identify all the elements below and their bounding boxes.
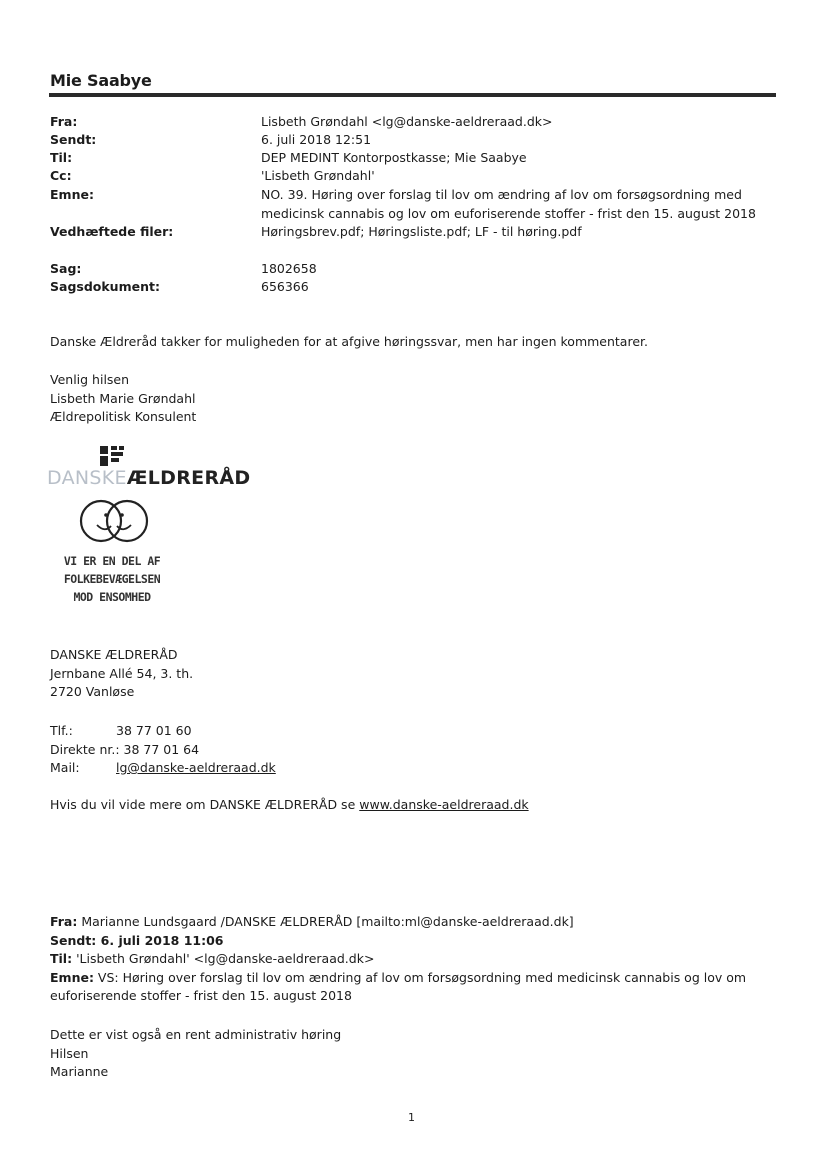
fwd-emne-label: Emne: [50,969,94,985]
emne-label: Emne: [50,187,94,202]
page-number: 1 [408,1111,415,1124]
signature-name: Lisbeth Marie Grøndahl [50,390,196,406]
logo-text-aeldreraad: ÆLDRERÅD [126,467,251,489]
fwd-fra-value: Marianne Lundsgaard /DANSKE ÆLDRERÅD [mailto:ml@danske-aeldreraad.dk] [77,914,574,929]
sendt-value: 6. juli 2018 12:51 [261,132,372,147]
tlf-label: Tlf.: [50,723,73,738]
signature-greeting: Venlig hilsen [50,372,130,387]
address-org: DANSKE ÆLDRERÅD [50,647,178,662]
direkte-value: 38 77 01 64 [123,741,200,757]
fwd-til-value: 'Lisbeth Grøndahl' <lg@danske-aeldreraad.dk> [72,951,375,966]
sag-label: Sag: [50,261,82,276]
website-link[interactable]: www.danske-aeldreraad.dk [359,797,529,812]
forwarded-header [50,913,780,1006]
fwd-sendt-label: Sendt: [50,932,97,948]
header-divider [49,93,776,97]
cc-value: 'Lisbeth Grøndahl' [261,168,375,183]
address-city: 2720 Vanløse [50,684,135,699]
fwd-sendt-row [50,932,780,951]
til-label: Til: [50,150,73,165]
fwd-text-3: Marianne [50,1064,109,1079]
til-value: DEP MEDINT Kontorpostkasse; Mie Saabye [261,150,527,165]
forwarded-body [50,1026,780,1082]
tagline-line-1: VI ER EN DEL AF [63,554,161,568]
fwd-emne-continued: euforiserende stoffer - frist den 15. august 2018 [50,988,352,1003]
sagsdokument-label: Sagsdokument: [50,279,160,294]
attachments-label: Vedhæftede filer: [50,224,174,239]
direkte-label: Direkte nr.: [50,741,120,757]
sagsdokument-value: 656366 [261,279,309,294]
emne-line-2: medicinsk cannabis og lov om euforiserende stoffer - frist den 15. august 2018 [261,205,756,221]
fwd-emne-value-1: VS: Høring over forslag til lov om ændring af lov om forsøgsordning med medicinsk cannabis og lov om [93,969,747,985]
fwd-text-2: Hilsen [50,1045,89,1061]
mail-label: Mail: [50,760,80,775]
tagline-line-2: FOLKEBEVÆGELSEN [63,572,161,586]
tlf-value: 38 77 01 60 [116,723,192,738]
tlf-row [50,722,780,741]
cc-label: Cc: [50,168,72,183]
recipient-name: Mie Saabye [50,71,152,90]
sendt-label: Sendt: [50,132,97,147]
fwd-til-label: Til: [50,951,73,966]
danske-aeldreraad-logo [47,442,251,620]
message-text: Danske Ældreråd takker for muligheden for at afgive høringssvar, men har ingen kommentarer. [50,334,648,349]
fwd-emne-row [50,969,780,988]
more-info-line [50,796,780,815]
address-street: Jernbane Allé 54, 3. th. [50,665,194,681]
mail-row [50,759,780,778]
signature-title: Ældrepolitisk Konsulent [50,409,197,424]
logo-wordmark [47,469,250,488]
address-block [50,646,780,702]
emne-value [261,186,761,223]
logo-mark-icon [97,442,129,468]
fwd-fra-row [50,913,780,932]
more-info-text: Hvis du vil vide mere om DANSKE ÆLDRERÅD se [50,797,360,812]
two-faces-icon [77,498,153,544]
logo-tagline [47,552,177,606]
fwd-fra-label: Fra: [50,914,78,929]
emne-line-1: NO. 39. Høring over forslag til lov om ændring af lov om forsøgsordning med [261,187,742,202]
attachments-value: Høringsbrev.pdf; Høringsliste.pdf; LF - til høring.pdf [261,224,582,239]
logo-text-danske: DANSKE [47,467,127,489]
sag-value: 1802658 [261,261,317,276]
fwd-sendt-value: 6. juli 2018 11:06 [96,932,224,948]
contact-block [50,722,780,778]
fra-label: Fra: [50,114,78,129]
signature [50,371,780,427]
direkte-row [50,741,780,760]
fwd-til-row [50,950,780,969]
fra-value: Lisbeth Grøndahl <lg@danske-aeldreraad.dk> [261,114,553,129]
mail-link[interactable]: lg@danske-aeldreraad.dk [116,760,276,775]
fwd-text-1: Dette er vist også en rent administrativ høring [50,1027,342,1042]
tagline-line-3: MOD ENSOMHED [73,590,151,604]
